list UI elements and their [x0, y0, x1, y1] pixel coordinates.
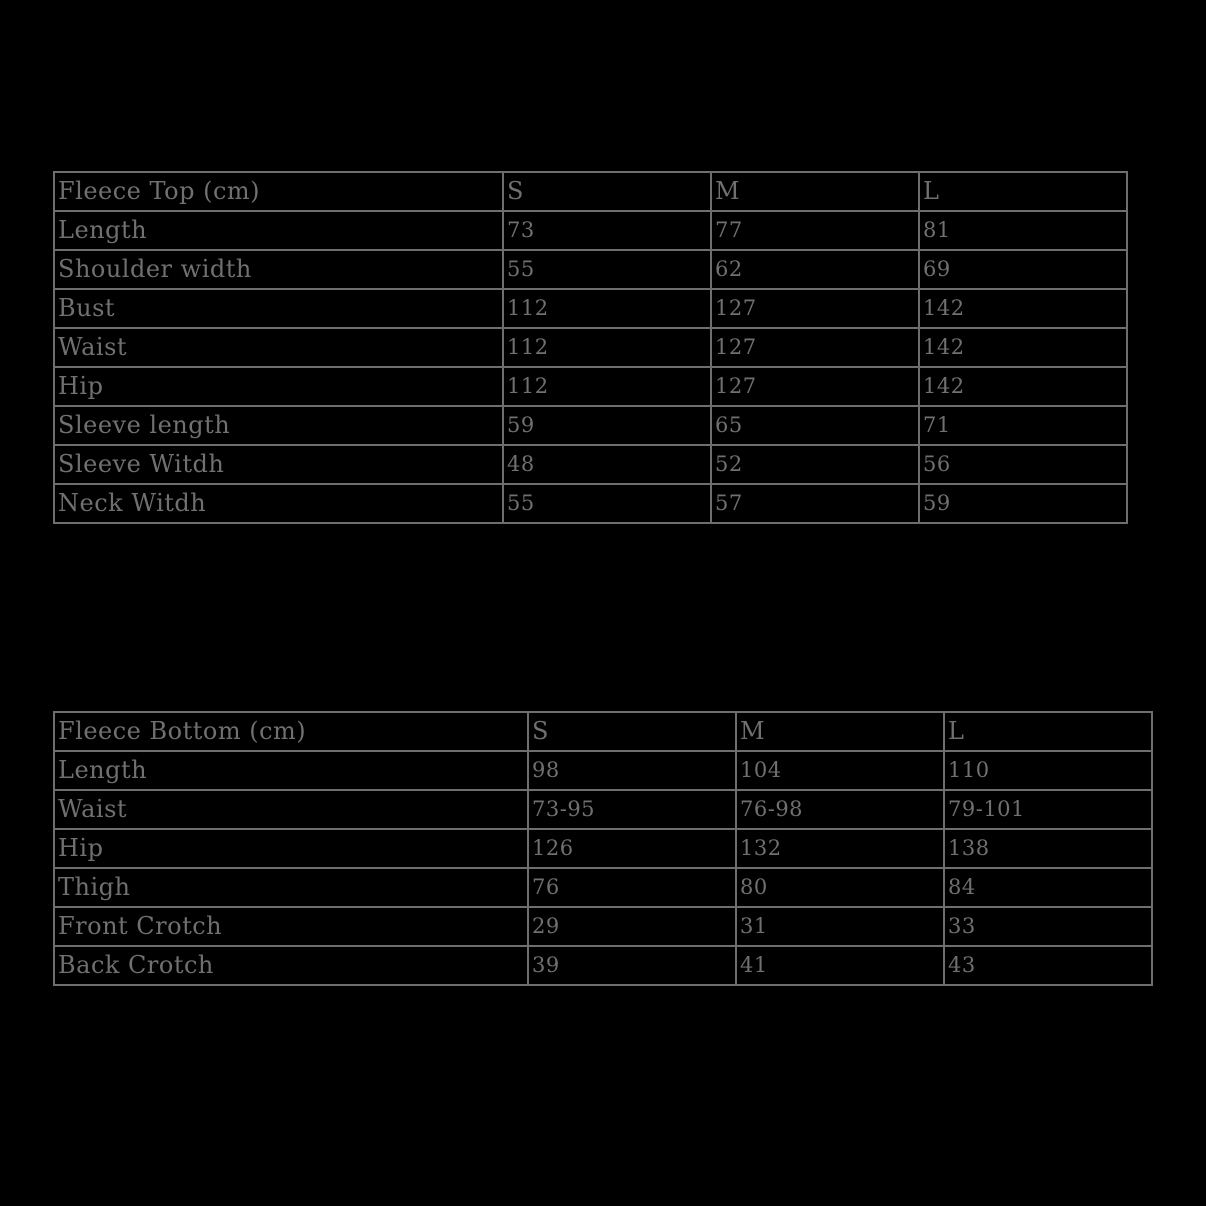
- measurement-value-cell: 112: [503, 289, 711, 328]
- measurement-label-cell: Thigh: [54, 868, 528, 907]
- measurement-value-cell: 112: [503, 328, 711, 367]
- measurement-label-cell: Hip: [54, 829, 528, 868]
- table-row: [54, 289, 1127, 328]
- measurement-label-cell: Front Crotch: [54, 907, 528, 946]
- measurement-label-cell: Back Crotch: [54, 946, 528, 985]
- measurement-value-cell: 69: [919, 250, 1127, 289]
- measurement-label-cell: Neck Witdh: [54, 484, 503, 523]
- measurement-value-cell: 104: [736, 751, 944, 790]
- measurement-value-cell: 29: [528, 907, 736, 946]
- fleece-bottom-header-row: [54, 712, 1152, 751]
- measurement-value-cell: 73-95: [528, 790, 736, 829]
- measurement-value-cell: 110: [944, 751, 1152, 790]
- table-row: [54, 868, 1152, 907]
- measurement-label-cell: Length: [54, 751, 528, 790]
- size-header-cell: M: [711, 172, 919, 211]
- fleece-top-header-row: [54, 172, 1127, 211]
- measurement-value-cell: 57: [711, 484, 919, 523]
- table-row: [54, 946, 1152, 985]
- measurement-label-cell: Sleeve length: [54, 406, 503, 445]
- measurement-value-cell: 71: [919, 406, 1127, 445]
- measurement-value-cell: 79-101: [944, 790, 1152, 829]
- measurement-value-cell: 41: [736, 946, 944, 985]
- fleece-bottom-size-table: [53, 711, 1153, 986]
- measurement-value-cell: 52: [711, 445, 919, 484]
- measurement-value-cell: 33: [944, 907, 1152, 946]
- measurement-value-cell: 112: [503, 367, 711, 406]
- fleece-top-title-cell: Fleece Top (cm): [54, 172, 503, 211]
- measurement-value-cell: 73: [503, 211, 711, 250]
- measurement-value-cell: 76-98: [736, 790, 944, 829]
- fleece-bottom-table-body: [54, 712, 1152, 985]
- measurement-value-cell: 84: [944, 868, 1152, 907]
- measurement-value-cell: 65: [711, 406, 919, 445]
- table-row: [54, 445, 1127, 484]
- table-row: [54, 211, 1127, 250]
- measurement-label-cell: Waist: [54, 328, 503, 367]
- measurement-value-cell: 62: [711, 250, 919, 289]
- measurement-label-cell: Waist: [54, 790, 528, 829]
- measurement-value-cell: 56: [919, 445, 1127, 484]
- fleece-top-table-body: [54, 172, 1127, 523]
- measurement-label-cell: Hip: [54, 367, 503, 406]
- fleece-top-size-table: [53, 171, 1128, 524]
- measurement-value-cell: 142: [919, 367, 1127, 406]
- size-header-cell: M: [736, 712, 944, 751]
- measurement-value-cell: 127: [711, 289, 919, 328]
- measurement-value-cell: 76: [528, 868, 736, 907]
- size-header-cell: L: [944, 712, 1152, 751]
- measurement-value-cell: 132: [736, 829, 944, 868]
- measurement-value-cell: 127: [711, 328, 919, 367]
- measurement-value-cell: 55: [503, 250, 711, 289]
- table-row: [54, 751, 1152, 790]
- measurement-value-cell: 55: [503, 484, 711, 523]
- table-row: [54, 406, 1127, 445]
- measurement-value-cell: 39: [528, 946, 736, 985]
- fleece-bottom-title-cell: Fleece Bottom (cm): [54, 712, 528, 751]
- size-header-cell: S: [528, 712, 736, 751]
- measurement-value-cell: 80: [736, 868, 944, 907]
- measurement-value-cell: 59: [919, 484, 1127, 523]
- measurement-value-cell: 81: [919, 211, 1127, 250]
- table-row: [54, 907, 1152, 946]
- table-row: [54, 328, 1127, 367]
- measurement-label-cell: Bust: [54, 289, 503, 328]
- measurement-value-cell: 48: [503, 445, 711, 484]
- table-row: [54, 829, 1152, 868]
- table-row: [54, 367, 1127, 406]
- measurement-value-cell: 142: [919, 289, 1127, 328]
- measurement-label-cell: Shoulder width: [54, 250, 503, 289]
- measurement-value-cell: 126: [528, 829, 736, 868]
- measurement-value-cell: 142: [919, 328, 1127, 367]
- measurement-label-cell: Sleeve Witdh: [54, 445, 503, 484]
- measurement-value-cell: 59: [503, 406, 711, 445]
- table-row: [54, 790, 1152, 829]
- size-header-cell: S: [503, 172, 711, 211]
- measurement-value-cell: 31: [736, 907, 944, 946]
- table-row: [54, 484, 1127, 523]
- measurement-value-cell: 77: [711, 211, 919, 250]
- measurement-value-cell: 138: [944, 829, 1152, 868]
- size-header-cell: L: [919, 172, 1127, 211]
- measurement-value-cell: 98: [528, 751, 736, 790]
- measurement-value-cell: 127: [711, 367, 919, 406]
- table-row: [54, 250, 1127, 289]
- measurement-label-cell: Length: [54, 211, 503, 250]
- measurement-value-cell: 43: [944, 946, 1152, 985]
